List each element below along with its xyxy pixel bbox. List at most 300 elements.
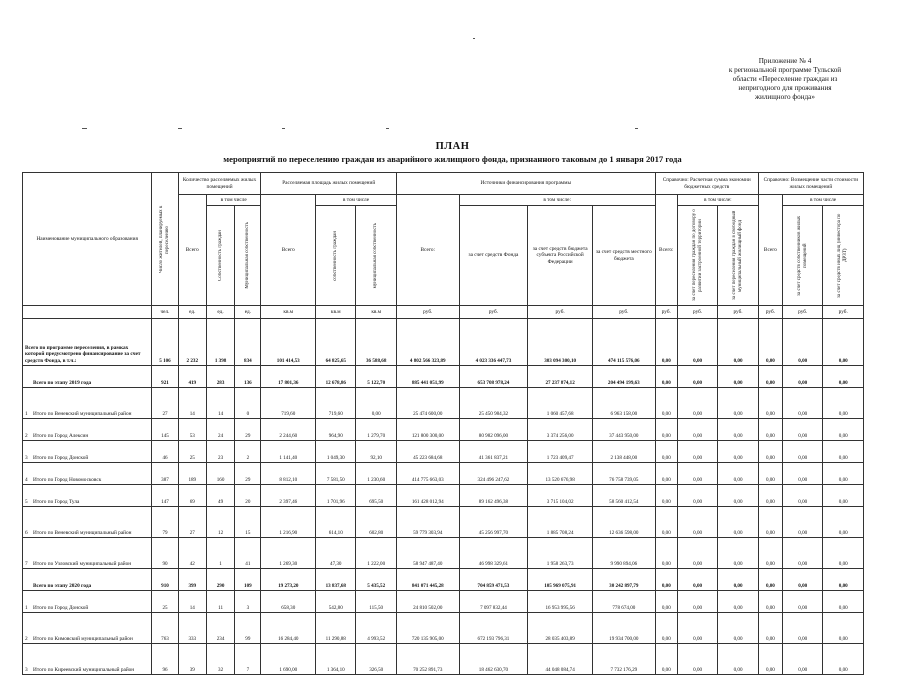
value-cell: 964,90 <box>316 419 356 441</box>
value-cell: 0,00 <box>758 591 782 613</box>
row-label: Итого по Веневский муниципальный район <box>33 410 132 417</box>
value-cell: 0,00 <box>718 613 758 644</box>
value-cell: 0,00 <box>718 366 758 388</box>
row-number: 3 <box>25 455 28 461</box>
table-row <box>23 463 864 485</box>
table-row <box>23 366 864 388</box>
value-cell: 0,00 <box>655 388 677 419</box>
value-cell: 0,00 <box>758 644 782 675</box>
value-cell: 13 837,68 <box>316 569 356 591</box>
value-cell: 0,00 <box>758 463 782 485</box>
value-cell: 0,00 <box>655 591 677 613</box>
header-ref2-total: Всего <box>758 195 782 306</box>
value-cell: 0,00 <box>783 419 823 441</box>
value-cell: 18 462 630,70 <box>459 644 528 675</box>
value-cell: 44 048 084,74 <box>528 644 593 675</box>
value-cell: 0,00 <box>718 538 758 569</box>
value-cell: 0,00 <box>783 569 823 591</box>
value-cell: 109 <box>235 569 261 591</box>
value-cell: 0,00 <box>655 419 677 441</box>
value-cell: 24 810 502,00 <box>396 591 459 613</box>
value-cell: 45 256 997,70 <box>459 507 528 538</box>
value-cell: 14 <box>206 388 234 419</box>
unit-cell: руб. <box>758 306 782 319</box>
value-cell: 101 414,53 <box>261 319 316 366</box>
header-region: за счет средств бюджета субъекта Российской Федерации <box>528 206 593 306</box>
unit-cell: ед. <box>178 306 206 319</box>
table-row <box>23 538 864 569</box>
scan-mark <box>282 128 285 129</box>
unit-cell: ед. <box>235 306 261 319</box>
value-cell: 46 998 329,61 <box>459 538 528 569</box>
header-area-municipal <box>356 206 396 306</box>
appendix-line: жилищного фонда» <box>755 93 815 101</box>
value-cell: 25 474 600,00 <box>396 388 459 419</box>
value-cell: 47,30 <box>316 538 356 569</box>
value-cell: 25 <box>152 591 178 613</box>
header-ref1-incl: в том числе: <box>677 195 758 206</box>
value-cell: 3 715 104,02 <box>528 485 593 507</box>
table-row <box>23 613 864 644</box>
value-cell: 7 097 832,44 <box>459 591 528 613</box>
row-number: 2 <box>25 636 28 642</box>
value-cell: 0,00 <box>677 569 717 591</box>
value-cell: 189 <box>178 463 206 485</box>
row-name-cell <box>23 507 152 538</box>
value-cell: 0,00 <box>783 507 823 538</box>
value-cell: 41 <box>235 538 261 569</box>
value-cell: 12 <box>206 507 234 538</box>
unit-cell: руб. <box>718 306 758 319</box>
value-cell: 15 <box>235 507 261 538</box>
value-cell: 0,00 <box>718 419 758 441</box>
value-cell: 0,00 <box>758 319 782 366</box>
value-cell: 29 <box>235 419 261 441</box>
header-fund: за счет средств Фонда <box>459 206 528 306</box>
value-cell: 39 <box>178 644 206 675</box>
scan-mark <box>178 128 182 129</box>
value-cell: 1 049,30 <box>316 441 356 463</box>
value-cell: 30 242 897,79 <box>592 569 655 591</box>
value-cell: 0,00 <box>677 485 717 507</box>
header-people-label: Число жителей, планируемых к переселению <box>158 205 170 273</box>
value-cell: 2 <box>235 441 261 463</box>
row-label: Всего по этапу 2019 года <box>33 379 92 386</box>
value-cell: 1 958 263,73 <box>528 538 593 569</box>
value-cell: 0,00 <box>783 366 823 388</box>
value-cell: 0 <box>235 388 261 419</box>
header-comp2 <box>823 206 864 306</box>
value-cell: 0,00 <box>677 507 717 538</box>
unit-cell: кв.м <box>316 306 356 319</box>
table-row <box>23 388 864 419</box>
value-cell: 23 <box>206 441 234 463</box>
value-cell: 0,00 <box>655 507 677 538</box>
value-cell: 1 230,60 <box>356 463 396 485</box>
value-cell: 7 <box>235 644 261 675</box>
row-label: Итого по Город Тула <box>33 498 80 505</box>
row-name-cell <box>23 319 152 366</box>
value-cell: 0,00 <box>758 366 782 388</box>
header-own-citizens-label: Собственность граждан <box>217 230 223 281</box>
value-cell: 1 690,00 <box>261 644 316 675</box>
header-finance-group: Источники финансирования программы <box>396 173 655 195</box>
row-label: Итого по Город Донской <box>33 604 89 611</box>
value-cell: 1 <box>206 538 234 569</box>
value-cell: 658,30 <box>261 591 316 613</box>
value-cell: 542,80 <box>316 591 356 613</box>
units-row <box>23 306 864 319</box>
plan-table-body <box>23 319 864 675</box>
value-cell: 0,00 <box>783 388 823 419</box>
row-name-cell <box>23 388 152 419</box>
value-cell: 763 <box>152 613 178 644</box>
value-cell: 778 674,00 <box>592 591 655 613</box>
value-cell: 3 374 256,00 <box>528 419 593 441</box>
scan-mark <box>635 128 638 129</box>
scan-mark <box>473 38 475 39</box>
value-cell: 4 802 566 323,89 <box>396 319 459 366</box>
value-cell: 27 237 874,12 <box>528 366 593 388</box>
value-cell: 0,00 <box>758 569 782 591</box>
value-cell: 45 223 684,68 <box>396 441 459 463</box>
unit-cell: кв.м <box>356 306 396 319</box>
value-cell: 0,00 <box>758 538 782 569</box>
table-row <box>23 441 864 463</box>
value-cell: 42 <box>178 538 206 569</box>
value-cell: 0,00 <box>783 319 823 366</box>
value-cell: 7 732 176,29 <box>592 644 655 675</box>
value-cell: 290 <box>206 569 234 591</box>
row-label: Всего по программе переселения, в рамках которой предусмотрено финансирование за счет средств Фонда, в т.ч.: <box>25 344 141 364</box>
value-cell: 19 934 700,00 <box>592 613 655 644</box>
page-subtitle: мероприятий по переселению граждан из аварийного жилищного фонда, признанного таковым до 1 января 2017 года <box>223 154 682 164</box>
value-cell: 92,10 <box>356 441 396 463</box>
value-cell: 0,00 <box>655 441 677 463</box>
value-cell: 32 <box>206 644 234 675</box>
value-cell: 1 141,40 <box>261 441 316 463</box>
header-own-citizens <box>206 206 234 306</box>
value-cell: 0,00 <box>823 319 864 366</box>
value-cell: 1 060 457,68 <box>528 388 593 419</box>
value-cell: 474 115 576,06 <box>592 319 655 366</box>
row-number: 1 <box>25 605 28 611</box>
value-cell: 704 859 471,53 <box>459 569 528 591</box>
value-cell: 0,00 <box>655 644 677 675</box>
value-cell: 333 <box>178 613 206 644</box>
value-cell: 0,00 <box>823 388 864 419</box>
value-cell: 145 <box>152 419 178 441</box>
header-area-citizens <box>316 206 356 306</box>
value-cell: 64 825,65 <box>316 319 356 366</box>
value-cell: 11 290,88 <box>316 613 356 644</box>
header-econ1-label: за счет переселения граждан по договору о развитии застроенной территории <box>691 209 703 302</box>
row-number: 7 <box>25 561 28 567</box>
header-rooms-total: Всего <box>178 195 206 306</box>
value-cell: 99 <box>235 613 261 644</box>
header-area-incl: в том числе <box>316 195 397 206</box>
value-cell: 160 <box>206 463 234 485</box>
value-cell: 0,00 <box>823 366 864 388</box>
value-cell: 0,00 <box>655 613 677 644</box>
value-cell: 1 723 409,47 <box>528 441 593 463</box>
value-cell: 59 779 303,94 <box>396 507 459 538</box>
value-cell: 387 <box>152 463 178 485</box>
value-cell: 303 094 300,10 <box>528 319 593 366</box>
row-name-cell <box>23 485 152 507</box>
unit-cell: кв.м <box>261 306 316 319</box>
header-ref1-group: Справочно: Расчетная сумма экономии бюджетных средств <box>655 173 758 195</box>
table-row <box>23 644 864 675</box>
value-cell: 105 969 075,91 <box>528 569 593 591</box>
value-cell: 17 801,36 <box>261 366 316 388</box>
value-cell: 0,00 <box>677 591 717 613</box>
value-cell: 0,00 <box>758 388 782 419</box>
table-row <box>23 507 864 538</box>
row-label: Итого по Город Алексин <box>33 432 89 439</box>
value-cell: 58 947 487,40 <box>396 538 459 569</box>
header-comp1-label: за счет средств собственников жилых помещений <box>796 215 808 296</box>
value-cell: 0,00 <box>655 319 677 366</box>
unit-cell: руб. <box>459 306 528 319</box>
value-cell: 37 443 950,00 <box>592 419 655 441</box>
value-cell: 672 193 796,31 <box>459 613 528 644</box>
row-name-cell <box>23 591 152 613</box>
header-municipal <box>235 206 261 306</box>
header-rooms-group: Количество расселяемых жилых помещений <box>178 173 261 195</box>
value-cell: 0,00 <box>655 569 677 591</box>
header-comp1 <box>783 206 823 306</box>
value-cell: 0,00 <box>823 591 864 613</box>
header-ref2-group: Справочно: Возмещение части стоимости жилых помещений <box>758 173 863 195</box>
value-cell: 1 279,70 <box>356 419 396 441</box>
value-cell: 0,00 <box>823 441 864 463</box>
value-cell: 834 <box>235 319 261 366</box>
appendix-line: непригодного для проживания <box>738 84 832 92</box>
value-cell: 115,50 <box>356 591 396 613</box>
unit-cell: руб. <box>783 306 823 319</box>
value-cell: 8 812,10 <box>261 463 316 485</box>
value-cell: 204 494 199,63 <box>592 366 655 388</box>
unit-cell: руб. <box>823 306 864 319</box>
value-cell: 0,00 <box>823 463 864 485</box>
row-name-cell <box>23 569 152 591</box>
value-cell: 0,00 <box>783 591 823 613</box>
units-blank <box>23 306 152 319</box>
header-comp2-label: за счет средств иных лиц (инвестора по ДРЗТ) <box>837 213 849 298</box>
value-cell: 0,00 <box>677 441 717 463</box>
header-area-citizens-label: собственность граждан <box>332 230 338 281</box>
table-row <box>23 485 864 507</box>
page-title: ПЛАН <box>435 141 470 152</box>
value-cell: 0,00 <box>655 485 677 507</box>
value-cell: 885 441 051,99 <box>396 366 459 388</box>
value-cell: 9 990 894,06 <box>592 538 655 569</box>
header-rooms-incl: в том числе <box>206 195 261 206</box>
value-cell: 602,80 <box>356 507 396 538</box>
row-number: 3 <box>25 667 28 673</box>
value-cell: 695,50 <box>356 485 396 507</box>
appendix-line: области «Переселение граждан из <box>732 75 838 83</box>
value-cell: 0,00 <box>718 507 758 538</box>
value-cell: 16 953 995,56 <box>528 591 593 613</box>
value-cell: 1 216,90 <box>261 507 316 538</box>
value-cell: 90 <box>152 538 178 569</box>
value-cell: 13 520 676,98 <box>528 463 593 485</box>
value-cell: 0,00 <box>823 419 864 441</box>
row-name-cell <box>23 613 152 644</box>
value-cell: 28 035 403,89 <box>528 613 593 644</box>
row-number: 5 <box>25 499 28 505</box>
value-cell: 0,00 <box>718 485 758 507</box>
value-cell: 14 <box>178 591 206 613</box>
value-cell: 0,00 <box>783 485 823 507</box>
value-cell: 0,00 <box>356 388 396 419</box>
unit-cell: руб. <box>592 306 655 319</box>
header-people <box>152 173 178 306</box>
header-finance-incl: в том числе: <box>459 195 655 206</box>
value-cell: 324 496 247,62 <box>459 463 528 485</box>
value-cell: 5 435,52 <box>356 569 396 591</box>
value-cell: 58 560 412,54 <box>592 485 655 507</box>
table-row <box>23 419 864 441</box>
value-cell: 25 450 984,32 <box>459 388 528 419</box>
value-cell: 53 <box>178 419 206 441</box>
row-number: 6 <box>25 530 28 536</box>
value-cell: 1 269,30 <box>261 538 316 569</box>
appendix-line: к региональной программе Тульской <box>728 66 842 74</box>
value-cell: 0,00 <box>758 419 782 441</box>
header-ref1-total: Всего: <box>655 195 677 306</box>
value-cell: 283 <box>206 366 234 388</box>
appendix-block <box>690 57 880 102</box>
value-cell: 326,50 <box>356 644 396 675</box>
value-cell: 147 <box>152 485 178 507</box>
header-econ1 <box>677 206 717 306</box>
table-row <box>23 319 864 366</box>
value-cell: 0,00 <box>718 644 758 675</box>
value-cell: 653 708 978,24 <box>459 366 528 388</box>
value-cell: 0,00 <box>718 441 758 463</box>
value-cell: 0,00 <box>718 319 758 366</box>
unit-cell: руб. <box>677 306 717 319</box>
header-econ2 <box>718 206 758 306</box>
value-cell: 70 252 891,73 <box>396 644 459 675</box>
value-cell: 0,00 <box>823 644 864 675</box>
value-cell: 419 <box>178 366 206 388</box>
header-econ2-label: за счет переселения граждан в свободный муниципальный жилищный фонд <box>732 210 744 301</box>
value-cell: 2 244,60 <box>261 419 316 441</box>
value-cell: 27 <box>178 507 206 538</box>
value-cell: 0,00 <box>718 569 758 591</box>
value-cell: 16 284,40 <box>261 613 316 644</box>
value-cell: 0,00 <box>823 485 864 507</box>
unit-cell: руб. <box>528 306 593 319</box>
value-cell: 0,00 <box>677 644 717 675</box>
row-label: Итого по Узловский муниципальный район <box>33 560 132 567</box>
row-number: 4 <box>25 477 28 483</box>
value-cell: 0,00 <box>823 507 864 538</box>
unit-cell: руб. <box>655 306 677 319</box>
row-label: Итого по Кимовский муниципальный район <box>33 635 133 642</box>
value-cell: 3 <box>235 591 261 613</box>
value-cell: 76 758 739,05 <box>592 463 655 485</box>
value-cell: 1 701,96 <box>316 485 356 507</box>
value-cell: 719,60 <box>261 388 316 419</box>
plan-table <box>22 172 864 675</box>
value-cell: 161 428 012,94 <box>396 485 459 507</box>
unit-cell: ед. <box>206 306 234 319</box>
value-cell: 25 <box>178 441 206 463</box>
value-cell: 41 361 837,21 <box>459 441 528 463</box>
row-name-cell <box>23 644 152 675</box>
value-cell: 1 222,00 <box>356 538 396 569</box>
row-name-cell <box>23 419 152 441</box>
row-number: 2 <box>25 433 28 439</box>
value-cell: 1 885 708,24 <box>528 507 593 538</box>
value-cell: 4 993,52 <box>356 613 396 644</box>
header-area-group: Расселяемая площадь жилых помещений <box>261 173 396 195</box>
value-cell: 0,00 <box>718 388 758 419</box>
appendix-line: Приложение № 4 <box>758 57 812 65</box>
value-cell: 921 <box>152 366 178 388</box>
value-cell: 12 678,86 <box>316 366 356 388</box>
value-cell: 46 <box>152 441 178 463</box>
value-cell: 2 232 <box>178 319 206 366</box>
value-cell: 910 <box>152 569 178 591</box>
value-cell: 2 138 448,00 <box>592 441 655 463</box>
value-cell: 11 <box>206 591 234 613</box>
unit-cell: руб. <box>396 306 459 319</box>
value-cell: 12 636 598,00 <box>592 507 655 538</box>
value-cell: 0,00 <box>823 538 864 569</box>
value-cell: 1 398 <box>206 319 234 366</box>
value-cell: 0,00 <box>677 366 717 388</box>
value-cell: 24 <box>206 419 234 441</box>
value-cell: 89 162 496,38 <box>459 485 528 507</box>
value-cell: 79 <box>152 507 178 538</box>
value-cell: 69 <box>178 485 206 507</box>
scan-mark <box>82 128 87 129</box>
value-cell: 0,00 <box>758 507 782 538</box>
value-cell: 719,60 <box>316 388 356 419</box>
value-cell: 0,00 <box>823 569 864 591</box>
value-cell: 0,00 <box>758 441 782 463</box>
value-cell: 720 135 905,00 <box>396 613 459 644</box>
unit-cell: чел. <box>152 306 178 319</box>
row-name-cell <box>23 538 152 569</box>
value-cell: 4 023 336 447,73 <box>459 319 528 366</box>
value-cell: 7 581,50 <box>316 463 356 485</box>
value-cell: 0,00 <box>677 463 717 485</box>
value-cell: 136 <box>235 366 261 388</box>
row-number: 1 <box>25 411 28 417</box>
value-cell: 414 775 663,03 <box>396 463 459 485</box>
value-cell: 0,00 <box>677 388 717 419</box>
value-cell: 36 588,68 <box>356 319 396 366</box>
value-cell: 1 364,10 <box>316 644 356 675</box>
row-label: Итого по Город Новомосковск <box>33 476 102 483</box>
value-cell: 0,00 <box>655 366 677 388</box>
row-name-cell <box>23 441 152 463</box>
value-cell: 96 <box>152 644 178 675</box>
header-area-municipal-label: муниципальная собственность <box>373 222 379 289</box>
row-label: Итого по Веневский муниципальный район <box>33 529 132 536</box>
value-cell: 0,00 <box>655 463 677 485</box>
header-name: Наименование муниципального образования <box>23 173 152 306</box>
scan-mark <box>386 128 389 129</box>
value-cell: 121 800 300,00 <box>396 419 459 441</box>
